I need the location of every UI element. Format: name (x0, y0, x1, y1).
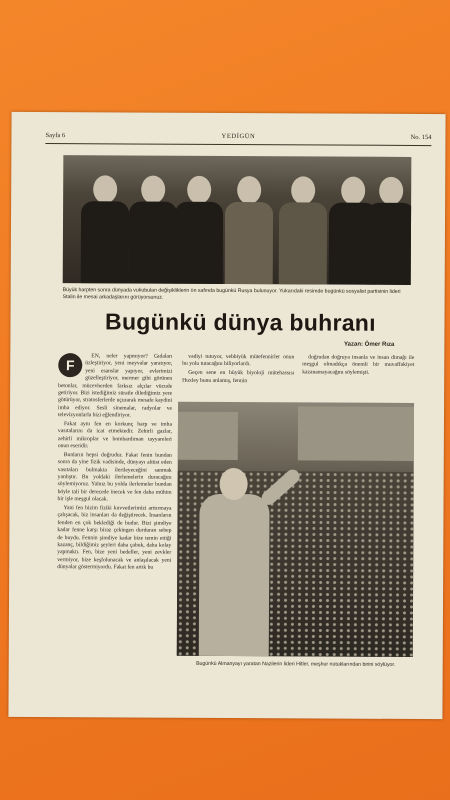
photo-figure (279, 176, 328, 284)
photo-figure (81, 175, 130, 283)
magazine-logo-icon: F (58, 353, 82, 377)
photo-figure (225, 176, 274, 284)
photo-building (298, 406, 414, 461)
photo-figure (175, 176, 224, 284)
paragraph: doğrudan doğruya insanla ve insan dimağı ile meşgul olmadıkça önemli bir muvaffakiyet kazanamayacağını söylemişti. (302, 354, 415, 376)
rally-photo (177, 402, 414, 657)
article-author: Yazan: Ömer Rıza (343, 341, 395, 348)
paragraph: EN, neler yapmıyor? Gıdaları üzleştiriyor, yeni meyvalar yaratıyor, yeni esanslar yapıyor, evlerimizi güzelleştiriyor, mermer gibi görünen betonlar, mücevherden farksız alçılar vücude getiriyor. Bizi istediğimiz süratle dilediğimiz yere götürüyor, stratosferlerde uçurarak mesafe kaydini imha ediyor. Sesli sinemalar, radyolar ve televizyonlarla bizi eğlendiriyor. (57, 353, 173, 419)
photo-speaker-head (220, 468, 248, 500)
paragraph: Fakat aynı fen en korkunç harp ve imha vasıtalarını da icat etmektedir. Zehirli gazlar, zehirli mikroplar ve bombardıman tayyareleri onun eseridir. (57, 421, 172, 450)
issue-number: No. 154 (410, 133, 432, 142)
photo-speaker (199, 494, 270, 657)
photo-figure (367, 177, 412, 285)
top-photo-caption: Büyük harpten sonra dünyada vukubulan değişikliklerin ön safında bugünkü Rusya bulunuyor. Yukarıdaki resimde bugünkü sosyalist partisinin lideri Stalin ile mesai arkadaşlarını görüyorsunuz. (62, 287, 401, 301)
magazine-page (8, 112, 445, 719)
photo-figure (129, 175, 178, 283)
rally-photo-caption: Bugünkü Almanyayı yaratan Nazilerin lideri Hitler, meşhur nutuklarından birini söylüyor. (196, 660, 396, 668)
article-column-2 (182, 354, 294, 387)
paragraph: Bunların hepsi doğrudur. Fakat fenin bundan sonra da yine fizik vadisinde, dünyayı altüst eden vasıtaları bulmakta ilerileyeceğini sanmak yanlıştır. Bu yoldaki ilerlemelerin duracağını söylemiyoruz. Yalnız bu yolda ilerlemeler bundan böyle tali bir derecede inecek ve fen daha mühim bir işle meşgul olacak. (57, 452, 172, 503)
article-column-1 (57, 353, 172, 573)
paragraph: Yani fen bizim fiziki kuvvetlerimizi arttırmaya çalışacak, biz insanları da değiştirecek. İnsanların fenden en çok beklediği de budur. Bizi şimdiye kadar fenne karşı biraz çekingen durduran sebep de buydu. Fennin şimdiye kadar bize temin ettiği kazanç, bildiğimiz şeyleri daha çabuk, daha kolay yapmaktı. Fen, bize yeni bedeller, yeni zevkler vermiyor, bize keşfolunacak ve anlaşılacak yeni dünyalar göstermiyordu. Fakat fen artık bu (57, 505, 172, 571)
photo-building (178, 412, 238, 460)
article-column-3 (302, 354, 414, 378)
magazine-name: YEDİGÜN (221, 132, 256, 141)
page-number: Sayfa 6 (45, 132, 66, 140)
paragraph: Geçen sene en büyük biyoloji mütehassısı Huxley bunu anlamış, fennin (182, 370, 295, 384)
top-group-photo (63, 155, 412, 285)
article-title: Bugünkü dünya buhranı (105, 308, 376, 336)
paragraph: vadiyi tutuyor, vebbiyük mütefennirler onun bu yolu tutacağını biliyorlardı. (182, 353, 295, 368)
